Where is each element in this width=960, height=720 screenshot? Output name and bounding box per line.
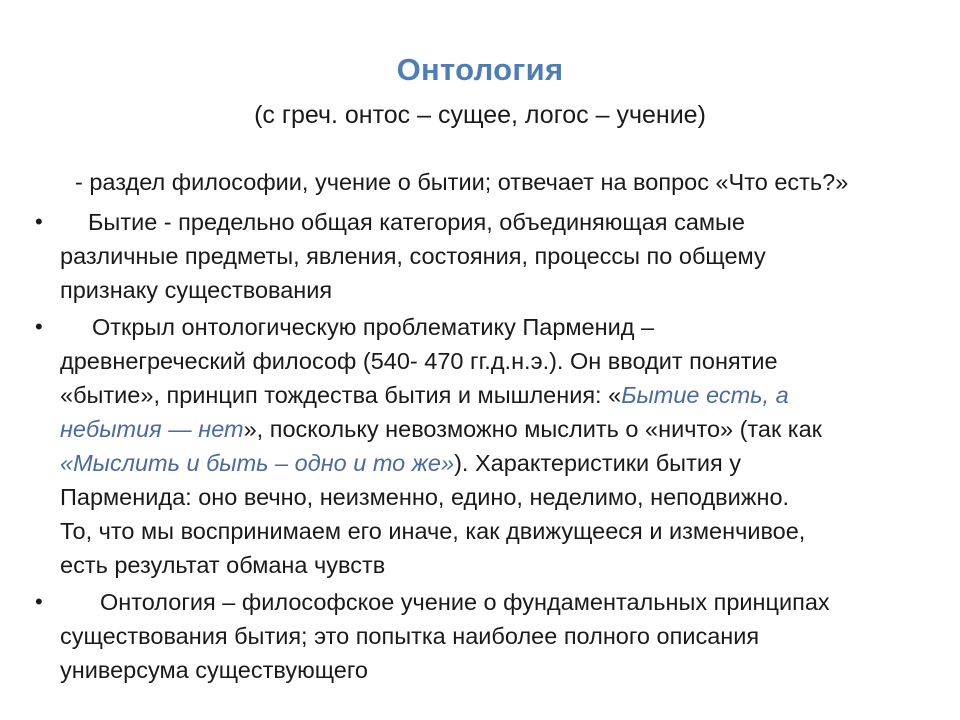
slide-subtitle: (с греч. онтос – сущее, логос – учение) xyxy=(254,101,706,129)
text-segment: ). Характеристики бытия у xyxy=(454,450,741,476)
quote-being-is: Бытие есть, а xyxy=(621,382,789,408)
bullet-line xyxy=(60,446,930,480)
bullet-line: Парменида: оно вечно, неизменно, едино, неделимо, неподвижно. xyxy=(60,484,790,510)
bullet-line: признаку существования xyxy=(60,277,333,303)
bullet-line xyxy=(60,412,930,446)
bullet-list xyxy=(35,205,930,690)
bullet-line: универсума существующего xyxy=(60,657,368,683)
quote-think-and-be: «Мыслить и быть – одно и то же» xyxy=(60,450,455,476)
bullet-line: древнегреческий философ (540- 470 гг.д.н.э.). Он вводит понятие xyxy=(60,348,778,374)
bullet-marker: • xyxy=(35,209,43,234)
bullet-marker: • xyxy=(35,589,43,614)
bullet-line: Открыл онтологическую проблематику Парменид – xyxy=(92,314,655,340)
text-segment: «бытие», принцип тождества бытия и мышления: « xyxy=(60,382,622,408)
bullet-line xyxy=(60,378,930,412)
bullet-line: различные предметы, явления, состояния, процессы по общему xyxy=(60,243,766,269)
text-segment: », поскольку невозможно мыслить о «ничто» (так как xyxy=(243,416,822,442)
bullet-line: Бытие - предельно общая категория, объединяющая самые xyxy=(88,209,746,235)
bullet-being xyxy=(35,205,930,307)
bullet-line: То, что мы воспринимаем его иначе, как движущееся и изменчивое, xyxy=(60,518,806,544)
bullet-line: существования бытия; это попытка наиболее полного описания xyxy=(60,623,760,649)
bullet-ontology xyxy=(35,585,930,687)
bullet-line: Онтология – философское учение о фундаментальных принципах xyxy=(100,589,830,615)
slide-title: Онтология xyxy=(396,52,564,87)
definition-text: - раздел философии, учение о бытии; отвечает на вопрос «Что есть?» xyxy=(75,169,849,195)
bullet-parmenides xyxy=(35,310,930,582)
bullet-marker: • xyxy=(35,314,43,339)
bullet-line: есть результат обмана чувств xyxy=(60,552,386,578)
quote-nonbeing-is-not: небытия — нет xyxy=(60,416,244,442)
